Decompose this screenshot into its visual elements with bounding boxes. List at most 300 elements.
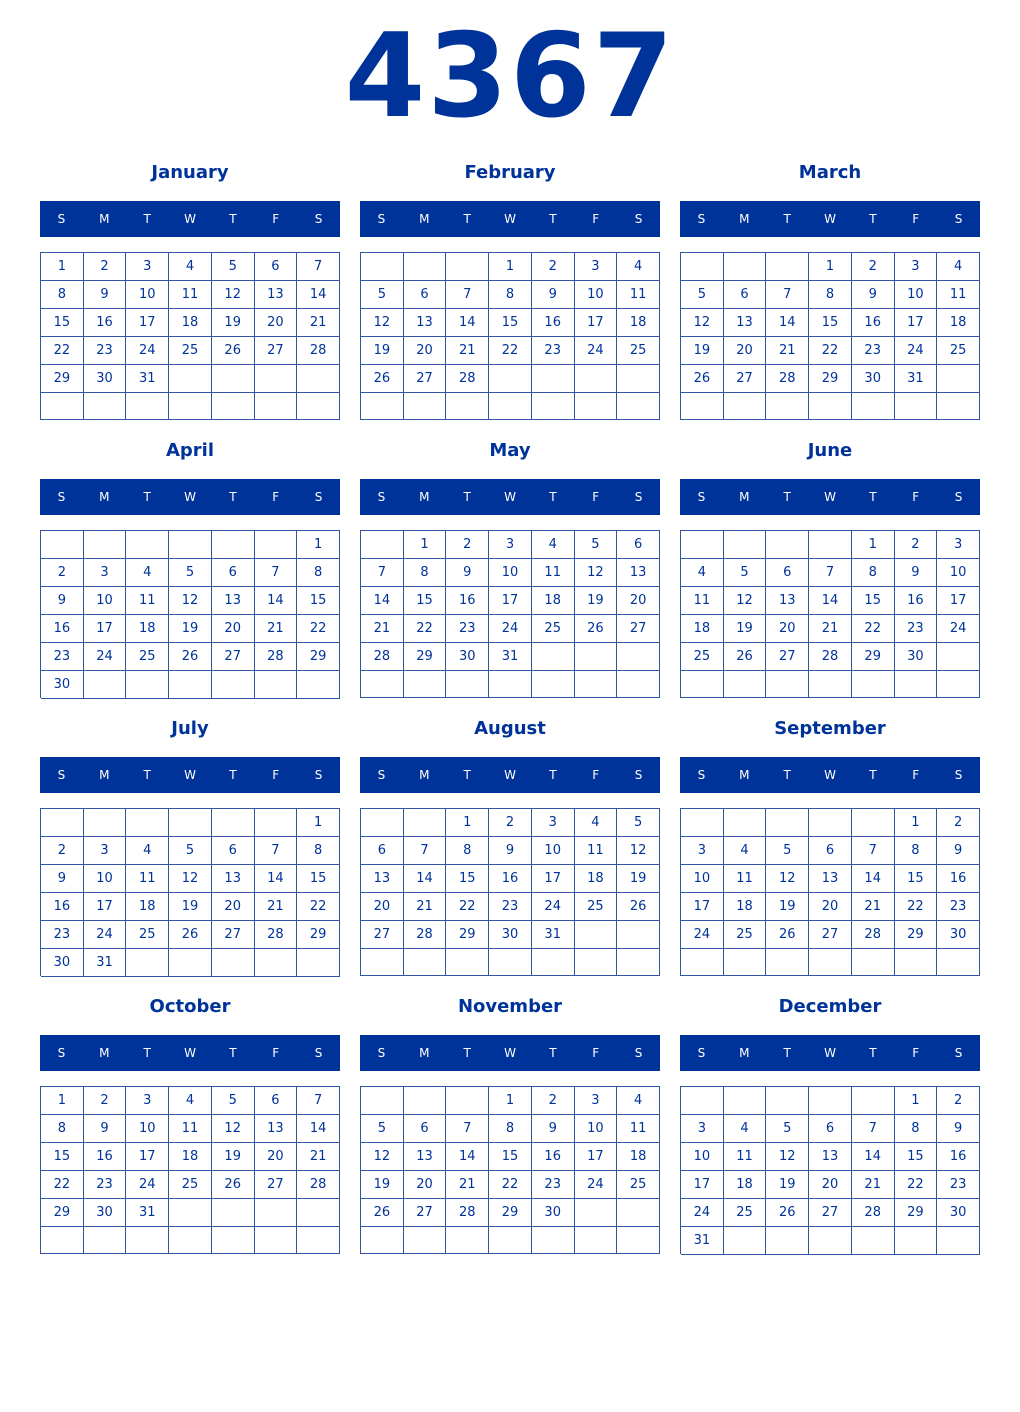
weekday-label: M bbox=[99, 212, 110, 226]
day-cell: 1 bbox=[895, 809, 938, 837]
empty-day-cell bbox=[255, 365, 298, 393]
day-cell: 19 bbox=[617, 865, 660, 893]
day-cell: 2 bbox=[852, 253, 895, 281]
day-cell: 21 bbox=[297, 1143, 340, 1171]
day-cell: 14 bbox=[852, 865, 895, 893]
weekday-label: S bbox=[697, 768, 706, 782]
empty-day-cell bbox=[852, 393, 895, 420]
empty-day-cell bbox=[297, 949, 340, 977]
weekday-label: W bbox=[824, 1046, 836, 1060]
day-cell: 1 bbox=[297, 531, 340, 559]
day-cell: 21 bbox=[809, 615, 852, 643]
day-cell: 25 bbox=[937, 337, 980, 365]
empty-day-cell bbox=[617, 643, 660, 671]
empty-day-cell bbox=[575, 365, 618, 393]
day-cell: 29 bbox=[852, 643, 895, 671]
day-cell: 26 bbox=[212, 337, 255, 365]
day-cell: 6 bbox=[404, 281, 447, 309]
day-cell: 1 bbox=[489, 1087, 532, 1115]
day-cell: 16 bbox=[84, 309, 127, 337]
day-cell: 26 bbox=[681, 365, 724, 393]
day-cell: 8 bbox=[41, 281, 84, 309]
empty-day-cell bbox=[937, 393, 980, 420]
day-cell: 1 bbox=[41, 1087, 84, 1115]
day-cell: 4 bbox=[532, 531, 575, 559]
weekday-label: F bbox=[912, 212, 920, 226]
weekday-label: T bbox=[143, 212, 151, 226]
day-cell: 20 bbox=[809, 1171, 852, 1199]
weekday-label: S bbox=[314, 490, 323, 504]
day-cell: 9 bbox=[937, 837, 980, 865]
day-cell: 6 bbox=[766, 559, 809, 587]
day-cell: 17 bbox=[489, 587, 532, 615]
empty-day-cell bbox=[809, 531, 852, 559]
day-cell: 16 bbox=[41, 615, 84, 643]
weekday-label: T bbox=[783, 768, 791, 782]
empty-day-cell bbox=[724, 671, 767, 698]
empty-day-cell bbox=[681, 1087, 724, 1115]
day-cell: 13 bbox=[212, 865, 255, 893]
weekday-label: T bbox=[143, 768, 151, 782]
day-cell: 5 bbox=[766, 837, 809, 865]
month-name: August bbox=[474, 718, 546, 739]
day-cell: 26 bbox=[766, 921, 809, 949]
empty-day-cell bbox=[169, 671, 212, 699]
day-cell: 9 bbox=[532, 1115, 575, 1143]
day-grid bbox=[40, 1086, 340, 1254]
day-cell: 27 bbox=[809, 1199, 852, 1227]
day-cell: 2 bbox=[532, 1087, 575, 1115]
day-cell: 6 bbox=[255, 253, 298, 281]
day-cell: 26 bbox=[575, 615, 618, 643]
day-cell: 27 bbox=[255, 1171, 298, 1199]
day-cell: 4 bbox=[617, 1087, 660, 1115]
day-cell: 26 bbox=[361, 365, 404, 393]
weekday-label: M bbox=[99, 1046, 110, 1060]
weekday-label: W bbox=[504, 212, 516, 226]
day-cell: 3 bbox=[126, 1087, 169, 1115]
empty-day-cell bbox=[446, 253, 489, 281]
empty-day-cell bbox=[446, 671, 489, 698]
empty-day-cell bbox=[361, 1087, 404, 1115]
weekday-label: T bbox=[143, 1046, 151, 1060]
day-cell: 26 bbox=[169, 921, 212, 949]
empty-day-cell bbox=[255, 809, 298, 837]
day-cell: 22 bbox=[489, 337, 532, 365]
day-cell: 17 bbox=[126, 1143, 169, 1171]
day-cell: 2 bbox=[41, 837, 84, 865]
day-cell: 3 bbox=[575, 253, 618, 281]
day-grid bbox=[680, 530, 980, 698]
empty-day-cell bbox=[937, 949, 980, 976]
empty-day-cell bbox=[41, 531, 84, 559]
day-cell: 24 bbox=[84, 921, 127, 949]
month-name: April bbox=[165, 440, 215, 461]
empty-day-cell bbox=[937, 643, 980, 671]
empty-day-cell bbox=[404, 1087, 447, 1115]
day-cell: 7 bbox=[446, 281, 489, 309]
empty-day-cell bbox=[617, 1199, 660, 1227]
weekday-header bbox=[680, 201, 980, 237]
day-cell: 13 bbox=[404, 1143, 447, 1171]
day-cell: 12 bbox=[766, 1143, 809, 1171]
day-cell: 9 bbox=[532, 281, 575, 309]
empty-day-cell bbox=[724, 531, 767, 559]
day-cell: 21 bbox=[852, 1171, 895, 1199]
day-cell: 7 bbox=[297, 253, 340, 281]
day-cell: 30 bbox=[937, 921, 980, 949]
day-cell: 4 bbox=[937, 253, 980, 281]
empty-day-cell bbox=[766, 531, 809, 559]
empty-day-cell bbox=[84, 531, 127, 559]
empty-day-cell bbox=[212, 809, 255, 837]
weekday-label: S bbox=[57, 490, 66, 504]
day-cell: 25 bbox=[126, 921, 169, 949]
day-cell: 24 bbox=[937, 615, 980, 643]
day-cell: 24 bbox=[489, 615, 532, 643]
empty-day-cell bbox=[681, 949, 724, 976]
day-cell: 20 bbox=[255, 1143, 298, 1171]
day-cell: 25 bbox=[169, 337, 212, 365]
day-cell: 15 bbox=[895, 1143, 938, 1171]
day-cell: 23 bbox=[446, 615, 489, 643]
day-cell: 6 bbox=[617, 531, 660, 559]
day-cell: 16 bbox=[41, 893, 84, 921]
day-cell: 1 bbox=[446, 809, 489, 837]
day-cell: 15 bbox=[404, 587, 447, 615]
day-cell: 3 bbox=[126, 253, 169, 281]
day-cell: 11 bbox=[532, 559, 575, 587]
empty-day-cell bbox=[361, 253, 404, 281]
empty-day-cell bbox=[895, 393, 938, 420]
day-cell: 14 bbox=[297, 1115, 340, 1143]
weekday-label: F bbox=[592, 1046, 600, 1060]
day-cell: 16 bbox=[937, 865, 980, 893]
weekday-label: F bbox=[272, 490, 280, 504]
day-cell: 30 bbox=[84, 1199, 127, 1227]
day-cell: 7 bbox=[255, 837, 298, 865]
weekday-header bbox=[680, 1035, 980, 1071]
day-cell: 2 bbox=[895, 531, 938, 559]
empty-day-cell bbox=[126, 1227, 169, 1254]
day-cell: 5 bbox=[212, 253, 255, 281]
empty-day-cell bbox=[297, 1199, 340, 1227]
day-cell: 18 bbox=[169, 1143, 212, 1171]
weekday-label: F bbox=[912, 1046, 920, 1060]
weekday-label: W bbox=[504, 1046, 516, 1060]
empty-day-cell bbox=[895, 1227, 938, 1255]
day-cell: 4 bbox=[169, 253, 212, 281]
day-cell: 13 bbox=[255, 1115, 298, 1143]
day-cell: 28 bbox=[809, 643, 852, 671]
day-cell: 7 bbox=[404, 837, 447, 865]
day-cell: 20 bbox=[617, 587, 660, 615]
day-grid bbox=[360, 252, 660, 420]
empty-day-cell bbox=[361, 531, 404, 559]
empty-day-cell bbox=[575, 921, 618, 949]
day-cell: 23 bbox=[937, 893, 980, 921]
month-name: December bbox=[778, 996, 882, 1017]
day-cell: 8 bbox=[852, 559, 895, 587]
day-cell: 20 bbox=[724, 337, 767, 365]
day-cell: 5 bbox=[169, 559, 212, 587]
day-cell: 26 bbox=[212, 1171, 255, 1199]
empty-day-cell bbox=[681, 671, 724, 698]
day-cell: 9 bbox=[937, 1115, 980, 1143]
day-cell: 25 bbox=[532, 615, 575, 643]
day-cell: 31 bbox=[84, 949, 127, 977]
day-cell: 18 bbox=[169, 309, 212, 337]
day-cell: 28 bbox=[404, 921, 447, 949]
day-cell: 12 bbox=[575, 559, 618, 587]
day-cell: 22 bbox=[297, 893, 340, 921]
day-cell: 11 bbox=[617, 281, 660, 309]
day-cell: 15 bbox=[895, 865, 938, 893]
day-cell: 28 bbox=[255, 921, 298, 949]
day-cell: 11 bbox=[169, 281, 212, 309]
day-cell: 31 bbox=[895, 365, 938, 393]
day-cell: 21 bbox=[852, 893, 895, 921]
day-cell: 16 bbox=[937, 1143, 980, 1171]
weekday-label: T bbox=[463, 212, 471, 226]
empty-day-cell bbox=[489, 365, 532, 393]
empty-day-cell bbox=[41, 1227, 84, 1254]
empty-day-cell bbox=[617, 949, 660, 976]
day-cell: 10 bbox=[532, 837, 575, 865]
weekday-header bbox=[360, 1035, 660, 1071]
day-cell: 26 bbox=[169, 643, 212, 671]
empty-day-cell bbox=[361, 949, 404, 976]
weekday-label: S bbox=[954, 1046, 963, 1060]
day-cell: 25 bbox=[681, 643, 724, 671]
day-cell: 16 bbox=[852, 309, 895, 337]
empty-day-cell bbox=[489, 1227, 532, 1254]
day-cell: 10 bbox=[126, 281, 169, 309]
day-cell: 21 bbox=[255, 893, 298, 921]
weekday-label: M bbox=[419, 1046, 430, 1060]
day-cell: 9 bbox=[895, 559, 938, 587]
empty-day-cell bbox=[532, 671, 575, 698]
day-cell: 10 bbox=[84, 865, 127, 893]
empty-day-cell bbox=[212, 1227, 255, 1254]
day-cell: 10 bbox=[84, 587, 127, 615]
day-cell: 24 bbox=[681, 1199, 724, 1227]
empty-day-cell bbox=[617, 393, 660, 420]
day-cell: 5 bbox=[212, 1087, 255, 1115]
day-cell: 24 bbox=[575, 1171, 618, 1199]
empty-day-cell bbox=[575, 949, 618, 976]
day-cell: 19 bbox=[575, 587, 618, 615]
weekday-label: M bbox=[419, 212, 430, 226]
day-cell: 18 bbox=[532, 587, 575, 615]
day-cell: 24 bbox=[84, 643, 127, 671]
empty-day-cell bbox=[169, 809, 212, 837]
day-cell: 13 bbox=[809, 865, 852, 893]
day-cell: 22 bbox=[41, 1171, 84, 1199]
day-cell: 26 bbox=[617, 893, 660, 921]
empty-day-cell bbox=[724, 949, 767, 976]
day-cell: 18 bbox=[937, 309, 980, 337]
weekday-label: T bbox=[229, 1046, 237, 1060]
day-cell: 4 bbox=[617, 253, 660, 281]
day-cell: 22 bbox=[446, 893, 489, 921]
empty-day-cell bbox=[41, 393, 84, 420]
day-cell: 21 bbox=[446, 1171, 489, 1199]
day-cell: 17 bbox=[84, 893, 127, 921]
day-cell: 1 bbox=[489, 253, 532, 281]
day-cell: 5 bbox=[361, 1115, 404, 1143]
weekday-label: W bbox=[184, 1046, 196, 1060]
day-grid bbox=[680, 808, 980, 976]
weekday-label: S bbox=[57, 768, 66, 782]
empty-day-cell bbox=[809, 393, 852, 420]
day-cell: 15 bbox=[489, 309, 532, 337]
day-cell: 27 bbox=[809, 921, 852, 949]
day-cell: 4 bbox=[681, 559, 724, 587]
day-cell: 23 bbox=[84, 337, 127, 365]
weekday-label: S bbox=[57, 212, 66, 226]
empty-day-cell bbox=[681, 531, 724, 559]
empty-day-cell bbox=[255, 949, 298, 977]
empty-day-cell bbox=[126, 949, 169, 977]
day-cell: 15 bbox=[852, 587, 895, 615]
empty-day-cell bbox=[724, 1227, 767, 1255]
day-cell: 6 bbox=[809, 1115, 852, 1143]
day-cell: 25 bbox=[617, 337, 660, 365]
day-cell: 6 bbox=[255, 1087, 298, 1115]
empty-day-cell bbox=[575, 671, 618, 698]
day-cell: 1 bbox=[41, 253, 84, 281]
year-title: 4367 bbox=[344, 9, 676, 144]
day-cell: 5 bbox=[766, 1115, 809, 1143]
day-cell: 7 bbox=[852, 837, 895, 865]
day-cell: 19 bbox=[766, 893, 809, 921]
empty-day-cell bbox=[489, 393, 532, 420]
day-cell: 25 bbox=[126, 643, 169, 671]
empty-day-cell bbox=[126, 531, 169, 559]
day-cell: 21 bbox=[446, 337, 489, 365]
day-cell: 3 bbox=[84, 837, 127, 865]
day-cell: 28 bbox=[255, 643, 298, 671]
day-cell: 29 bbox=[297, 643, 340, 671]
day-cell: 20 bbox=[361, 893, 404, 921]
day-cell: 3 bbox=[681, 1115, 724, 1143]
day-cell: 10 bbox=[575, 281, 618, 309]
weekday-label: M bbox=[739, 768, 750, 782]
day-cell: 27 bbox=[404, 1199, 447, 1227]
day-cell: 3 bbox=[489, 531, 532, 559]
day-cell: 17 bbox=[84, 615, 127, 643]
day-cell: 21 bbox=[255, 615, 298, 643]
day-cell: 12 bbox=[361, 309, 404, 337]
day-cell: 29 bbox=[41, 1199, 84, 1227]
empty-day-cell bbox=[404, 393, 447, 420]
day-cell: 18 bbox=[724, 893, 767, 921]
weekday-header bbox=[680, 479, 980, 515]
empty-day-cell bbox=[361, 393, 404, 420]
day-cell: 18 bbox=[681, 615, 724, 643]
day-cell: 21 bbox=[766, 337, 809, 365]
day-cell: 29 bbox=[297, 921, 340, 949]
day-cell: 12 bbox=[724, 587, 767, 615]
day-cell: 25 bbox=[724, 1199, 767, 1227]
day-cell: 13 bbox=[617, 559, 660, 587]
day-cell: 6 bbox=[212, 559, 255, 587]
weekday-label: W bbox=[184, 768, 196, 782]
weekday-label: T bbox=[143, 490, 151, 504]
day-cell: 15 bbox=[297, 587, 340, 615]
weekday-header bbox=[360, 757, 660, 793]
day-cell: 15 bbox=[446, 865, 489, 893]
day-cell: 24 bbox=[126, 337, 169, 365]
day-cell: 9 bbox=[84, 1115, 127, 1143]
day-cell: 13 bbox=[255, 281, 298, 309]
day-cell: 7 bbox=[297, 1087, 340, 1115]
month-name: May bbox=[489, 440, 531, 461]
weekday-label: W bbox=[184, 212, 196, 226]
empty-day-cell bbox=[297, 1227, 340, 1254]
day-cell: 31 bbox=[126, 365, 169, 393]
month-name: September bbox=[774, 718, 886, 739]
weekday-header bbox=[40, 479, 340, 515]
day-cell: 29 bbox=[895, 1199, 938, 1227]
day-cell: 26 bbox=[361, 1199, 404, 1227]
day-cell: 3 bbox=[84, 559, 127, 587]
empty-day-cell bbox=[446, 1227, 489, 1254]
day-cell: 14 bbox=[446, 1143, 489, 1171]
weekday-label: M bbox=[99, 768, 110, 782]
day-cell: 8 bbox=[489, 281, 532, 309]
weekday-label: S bbox=[697, 1046, 706, 1060]
day-cell: 28 bbox=[297, 337, 340, 365]
day-cell: 10 bbox=[681, 1143, 724, 1171]
day-cell: 3 bbox=[937, 531, 980, 559]
day-cell: 19 bbox=[361, 1171, 404, 1199]
day-cell: 17 bbox=[937, 587, 980, 615]
empty-day-cell bbox=[895, 949, 938, 976]
day-cell: 27 bbox=[617, 615, 660, 643]
day-cell: 12 bbox=[681, 309, 724, 337]
empty-day-cell bbox=[937, 1227, 980, 1255]
day-cell: 17 bbox=[681, 1171, 724, 1199]
weekday-label: T bbox=[549, 768, 557, 782]
day-cell: 16 bbox=[489, 865, 532, 893]
weekday-label: S bbox=[57, 1046, 66, 1060]
day-cell: 14 bbox=[255, 587, 298, 615]
day-cell: 1 bbox=[297, 809, 340, 837]
empty-day-cell bbox=[766, 671, 809, 698]
empty-day-cell bbox=[126, 671, 169, 699]
day-cell: 16 bbox=[532, 309, 575, 337]
day-cell: 6 bbox=[361, 837, 404, 865]
empty-day-cell bbox=[212, 1199, 255, 1227]
day-cell: 2 bbox=[489, 809, 532, 837]
day-grid bbox=[680, 1086, 980, 1254]
weekday-label: S bbox=[377, 490, 386, 504]
day-cell: 18 bbox=[126, 893, 169, 921]
day-cell: 13 bbox=[809, 1143, 852, 1171]
empty-day-cell bbox=[212, 365, 255, 393]
empty-day-cell bbox=[361, 671, 404, 698]
day-cell: 2 bbox=[84, 253, 127, 281]
day-cell: 15 bbox=[809, 309, 852, 337]
month-name: July bbox=[171, 718, 209, 739]
empty-day-cell bbox=[617, 921, 660, 949]
weekday-label: S bbox=[697, 212, 706, 226]
day-cell: 28 bbox=[852, 921, 895, 949]
day-cell: 27 bbox=[361, 921, 404, 949]
day-cell: 25 bbox=[617, 1171, 660, 1199]
